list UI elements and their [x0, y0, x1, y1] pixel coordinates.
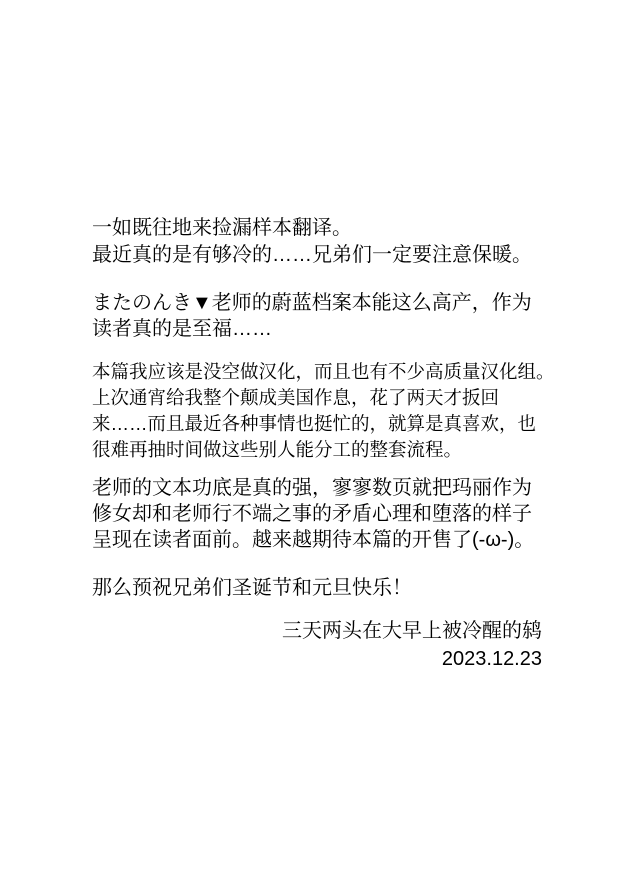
signature-date: 2023.12.23: [441, 648, 542, 670]
text-line: 很难再抽时间做这些别人能分工的整套流程。: [92, 439, 463, 460]
text-line: 本篇我应该是没空做汉化，而且也有不少高质量汉化组。: [92, 361, 555, 382]
text-line: 一如既往地来捡漏样本翻译。: [92, 217, 352, 239]
paragraph-greeting: [92, 215, 562, 269]
text-line: 那么预祝兄弟们圣诞节和元旦快乐！: [92, 577, 412, 599]
paragraph-author-praise: [92, 290, 562, 342]
text-line: 读者真的是至福……: [92, 318, 272, 340]
text-line: 老师的文本功底是真的强，寥寥数页就把玛丽作为: [92, 477, 532, 499]
signature-author: 三天两头在大早上被冷醒的鸫: [282, 620, 542, 642]
text-line: 上次通宵给我整个颠成美国作息，花了两天才扳回: [92, 387, 500, 408]
paragraph-story-comment: [92, 475, 562, 553]
text-line: 来……而且最近各种事情也挺忙的，就算是真喜欢，也: [92, 413, 537, 434]
signature: [92, 617, 542, 673]
text-line: 最近真的是有够冷的……兄弟们一定要注意保暖。: [92, 244, 532, 266]
text-line: 呈现在读者面前。越来越期待本篇的开售了(-ω-)。: [92, 529, 535, 551]
paragraph-translation-notes: [92, 359, 562, 463]
paragraph-holiday-wishes: [92, 575, 562, 601]
text-line: 修女却和老师行不端之事的矛盾心理和堕落的样子: [92, 503, 532, 525]
text-line: またのんき▼老师的蔚蓝档案本能这么高产，作为: [92, 292, 532, 314]
